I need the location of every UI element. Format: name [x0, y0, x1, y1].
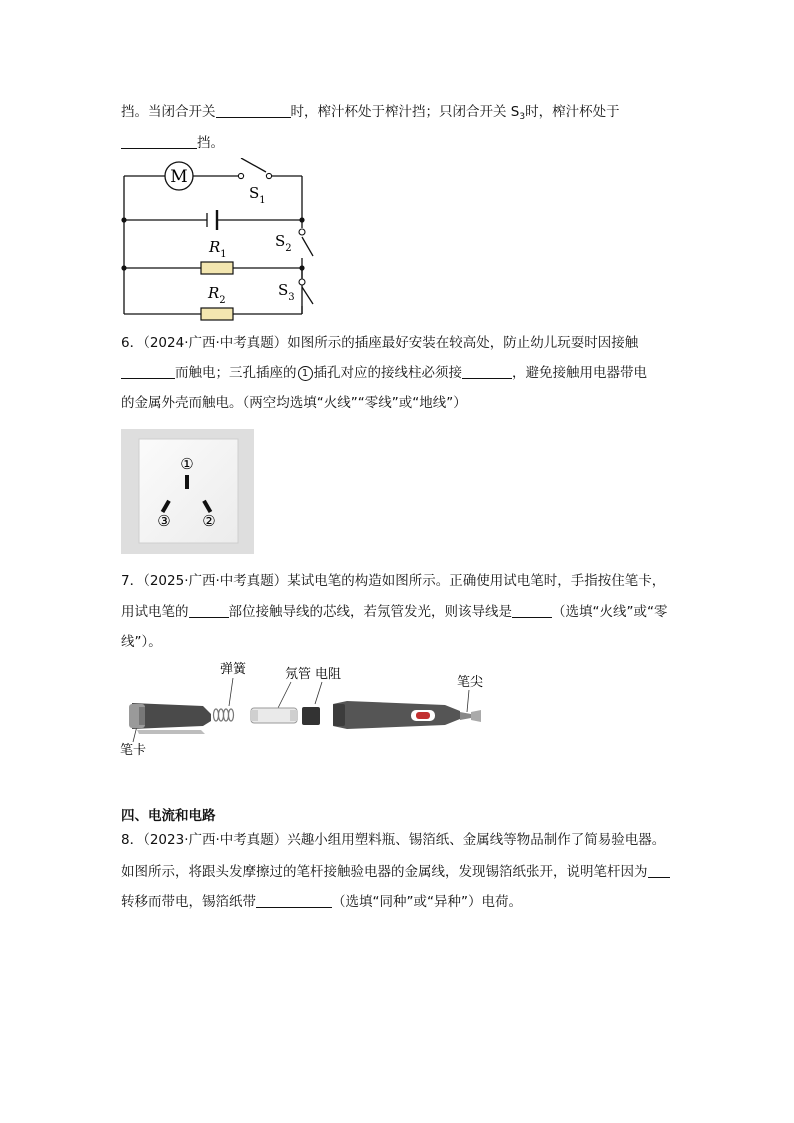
s3-label: $S_3$ [278, 281, 295, 303]
motor-label: M [170, 167, 188, 187]
q7-blank-1[interactable] [189, 603, 229, 618]
r1-label: $R_1$ [209, 238, 227, 260]
q5-text-sub: 3 [519, 112, 526, 122]
r1-symbol [201, 262, 233, 274]
label-neon: 氖管 [285, 667, 312, 682]
socket-photo [121, 429, 254, 554]
socket-hole-1 [185, 475, 189, 489]
q5-line2 [121, 133, 224, 153]
q6-blank-1[interactable] [121, 364, 175, 379]
q8-text-b: 转移而带电，锡箔纸带 [121, 894, 256, 910]
pen-resistor [302, 707, 320, 725]
q6-text-b: 插孔对应的接线柱必须接 [313, 365, 462, 381]
label-clip: 笔卡 [120, 743, 147, 758]
label-tip: 笔尖 [457, 675, 484, 690]
q7-text-c: （选填“火线”或“零 [552, 604, 668, 620]
q8-line1: 8．（2023·广西·中考真题）兴趣小组用塑料瓶、锡箔纸、金属线等物品制作了简易验电器。 [121, 832, 666, 848]
q7-blank-2[interactable] [512, 603, 552, 618]
q8-blank-1[interactable] [648, 863, 670, 878]
q8-text-c: （选填“同种”或“异种”）电荷。 [332, 894, 522, 910]
q6-blank-2[interactable] [462, 364, 512, 379]
q5-text-d: 挡。 [197, 135, 224, 151]
q5-text-b: 时，榨汁杯处于榨汁挡；只闭合开关 S [290, 104, 520, 120]
q5-blank-1[interactable] [216, 103, 291, 118]
s1-label: $S_1$ [249, 184, 266, 206]
q7-line1: 7．（2025·广西·中考真题）某试电笔的构造如图所示。正确使用试电笔时，手指按住笔卡， [121, 573, 666, 589]
q6-text-a: 而触电；三孔插座的 [175, 365, 297, 381]
q5-text-c: 时，榨汁杯处于 [525, 104, 620, 120]
socket-label-2: ② [202, 512, 216, 530]
q8-line2 [121, 862, 670, 882]
socket-label-3: ③ [157, 512, 171, 530]
pen-front-body [333, 701, 460, 729]
socket-label-1: ① [180, 455, 194, 473]
r2-symbol [201, 308, 233, 320]
q5-text-a: 挡。当闭合开关 [121, 104, 216, 120]
label-resistor: 电阻 [315, 667, 342, 682]
section4-title: 四、电流和电路 [121, 808, 216, 824]
q7-text-a: 用试电笔的 [121, 604, 189, 620]
q6-circled-num: 1 [298, 366, 313, 381]
q8-line3 [121, 892, 522, 912]
q6-text-c: ，避免接触用电器带电 [512, 365, 647, 381]
socket-drawing [121, 429, 254, 554]
test-pen-figure [115, 658, 495, 758]
s1-blade [241, 158, 266, 172]
label-spring: 弹簧 [220, 662, 247, 677]
q6-line3: 的金属外壳而触电。（两空均选填“火线”“零线”或“地线”） [121, 395, 467, 411]
circuit-diagram [115, 158, 315, 323]
q5-blank-2[interactable] [121, 134, 197, 149]
q6-line2 [121, 363, 647, 383]
pen-tip [471, 710, 481, 722]
r2-label: $R_2$ [208, 284, 226, 306]
q5-line1 [121, 102, 620, 127]
pen-spring [214, 709, 234, 721]
pen-clip [137, 730, 205, 734]
s2-label: $S_2$ [275, 232, 292, 254]
q8-text-a: 如图所示，将跟头发摩擦过的笔杆接触验电器的金属线，发现锡箔纸张开，说明笔杆因为 [121, 864, 648, 880]
q7-line2 [121, 602, 667, 622]
q8-blank-2[interactable] [256, 893, 332, 908]
q6-line1: 6．（2024·广西·中考真题）如图所示的插座最好安装在较高处，防止幼儿玩耍时因接触 [121, 335, 639, 351]
q7-text-b: 部位接触导线的芯线，若氖管发光，则该导线是 [228, 604, 512, 620]
pen-window [416, 712, 430, 719]
q7-line3: 线”）。 [121, 634, 162, 650]
